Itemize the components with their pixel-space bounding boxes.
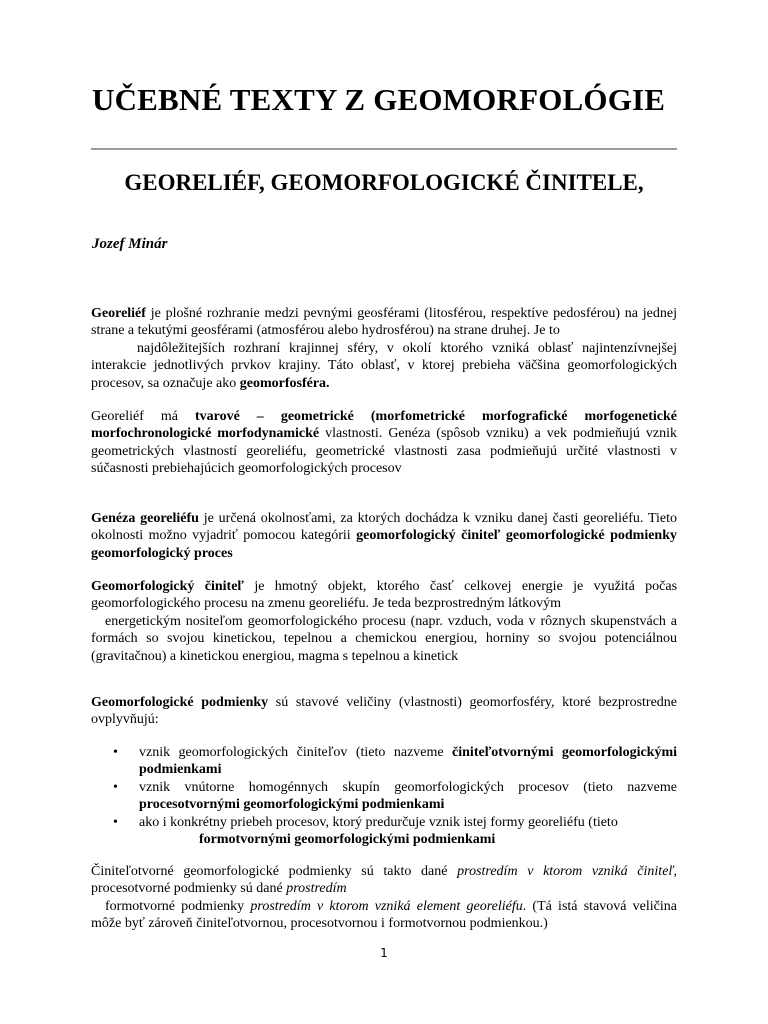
paragraph-geneza: Genéza georeliéfu je určená okolnosťami, za ktorých dochádza k vzniku danej časti georeliéfu. Tieto okolnosti možno vyjadriť pomocou kategórii geomorfologický činiteľ geomorfologické podmienky geomorfologický proces	[91, 511, 677, 561]
term-cinitel: Geomorfologický činiteľ	[91, 579, 244, 594]
term-geneza: Genéza georeliéfu	[91, 511, 199, 526]
bullet-icon: •	[113, 745, 118, 760]
document-title: UČEBNÉ TEXTY Z GEOMORFOLÓGIE	[92, 82, 666, 117]
term-vlastnosti: tvarové – geometrické (morfometrické morfografické morfogenetické morfochronologické morfodynamické	[91, 409, 677, 442]
paragraph-vlastnosti: Georeliéf má tvarové – geometrické (morfometrické morfografické morfogenetické morfochronologické morfodynamické vlastnosti. Genéza (spôsob vzniku) a vek podmieňujú vznik geometrických vlastností georeliéfu, geometrické vlastnosti zasa podmieňujú určité vlastnosti v súčasnosti prebiehajúcich geomorfologických procesov	[91, 409, 678, 477]
list-item: • vznik geomorfologických činiteľov (tieto nazveme činiteľotvornými geomorfologickými podmienkami	[113, 745, 678, 778]
paragraph-georelief: Georeliéf je plošné rozhranie medzi pevnými geosférami (litosférou, respektíve pedosférou) na jednej strane a tekutými geosférami (atmosférou alebo hydrosférou) na strane druhej. Je to najdôležitejších rozhraní krajinnej sféry, v okolí ktorého vzniká oblasť najintenzívnejšej interakcie jednotlivých prvkov krajiny. Táto oblasť, v ktorej prebieha väčšina geomorfologických procesov, sa označuje ako geomorfosféra.	[91, 306, 677, 391]
list-item: • vznik vnútorne homogénnych skupín geomorfologických procesov (tieto nazveme procesotvornými geomorfologickými podmienkami	[113, 779, 677, 813]
bullet-icon: •	[113, 814, 118, 830]
term-georelief: Georeliéf	[91, 306, 146, 321]
term-kategorie: geomorfologický činiteľ geomorfologické podmienky geomorfologický proces	[91, 528, 677, 561]
paragraph-podmienky: Geomorfologické podmienky sú stavové veličiny (vlastnosti) geomorfosféry, ktoré bezprostredne ovplyvňujú:	[91, 695, 677, 728]
bullet-icon: •	[113, 779, 118, 795]
page-number: 1	[380, 946, 388, 960]
paragraph-cinitel: Geomorfologický činiteľ je hmotný objekt, ktorého časť celkovej energie je využitá počas geomorfologického procesu na zmenu georeliéfu. Je teda bezprostredným látkovým energetickým nositeľom geomorfologického procesu (napr. vzduch, voda v rôznych skupenstvách a formách so svojou kinetickou, tepelnou a chemickou energiou, horniny so svojou potenciálnou (gravitačnou) a kinetickou energiou, magma s tepelnou a kinetick	[91, 579, 678, 664]
title-divider	[91, 148, 677, 150]
conditions-list	[91, 744, 677, 848]
document-subtitle: GEORELIÉF, GEOMORFOLOGICKÉ ČINITELE,	[124, 170, 644, 195]
paragraph-cinitelotvorne: Činiteľotvorné geomorfologické podmienky sú takto dané prostredím v ktorom vzniká činiteľ, procesotvorné podmienky sú dané prostredím formotvorné podmienky prostredím v ktorom vzniká element georeliéfu. (Tá istá stavová veličina môže byť zároveň činiteľotvornou, procesotvornou i formotvornou podmienkou.)	[91, 864, 677, 932]
term-geomorfosfera: geomorfosféra.	[239, 375, 330, 391]
author-name: Jozef Minár	[92, 236, 168, 252]
term-podmienky: Geomorfologické podmienky	[91, 695, 269, 710]
list-item: • ako i konkrétny priebeh procesov, ktorý predurčuje vznik istej formy georeliéfu (tieto formotvornými geomorfologickými podmienkami	[113, 814, 618, 848]
